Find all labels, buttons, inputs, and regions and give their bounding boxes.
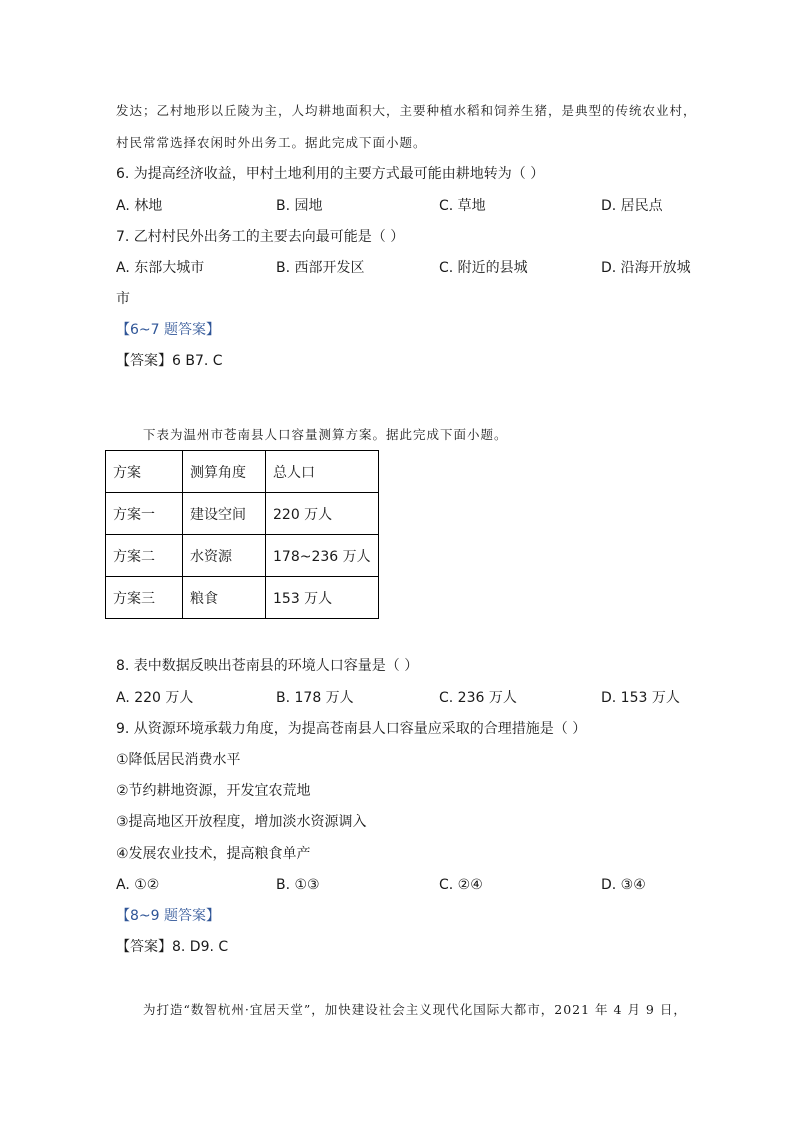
table-cell: 方案一 [106, 493, 183, 535]
question-9-option-a: A. ①② [116, 877, 160, 893]
table-header-cell: 方案 [106, 451, 183, 493]
table-row [106, 493, 379, 535]
passage-line-1: 发达；乙村地形以丘陵为主，人均耕地面积大，主要种植水稻和饲养生猪，是典型的传统农业村， [116, 103, 697, 118]
question-7-stem: 7. 乙村村民外出务工的主要去向最可能是（ ） [116, 229, 405, 245]
question-8-option-c: C. 236 万人 [439, 690, 517, 706]
answer-heading-6-7: 【6~7 题答案】 [116, 322, 220, 338]
answer-heading-8-9: 【8~9 题答案】 [116, 908, 220, 924]
answer-8-9: 【答案】8. D9. C [116, 939, 229, 955]
question-7-option-d: D. 沿海开放城 [601, 260, 691, 276]
passage-line-2: 村民常常选择农闲时外出务工。据此完成下面小题。 [116, 135, 427, 150]
question-8-option-b: B. 178 万人 [276, 690, 354, 706]
question-9-item-3: ③提高地区开放程度，增加淡水资源调入 [116, 814, 367, 830]
question-6-option-a: A. 林地 [116, 198, 163, 214]
question-9-item-1: ①降低居民消费水平 [116, 752, 241, 768]
question-9-stem: 9. 从资源环境承载力角度，为提高苍南县人口容量应采取的合理措施是（ ） [116, 721, 587, 737]
question-9-option-c: C. ②④ [439, 877, 483, 893]
table-row [106, 535, 379, 577]
question-8-stem: 8. 表中数据反映出苍南县的环境人口容量是（ ） [116, 658, 419, 674]
table-header-row [106, 451, 379, 493]
question-7-option-a: A. 东部大城市 [116, 260, 205, 276]
table-cell: 220 万人 [266, 493, 379, 535]
table-row [106, 577, 379, 619]
table-header-cell: 总人口 [266, 451, 379, 493]
question-6-option-c: C. 草地 [439, 198, 486, 214]
question-9-option-b: B. ①③ [276, 877, 320, 893]
table-cell: 粮食 [183, 577, 266, 619]
table-intro: 下表为温州市苍南县人口容量测算方案。据此完成下面小题。 [143, 427, 508, 442]
table-cell: 178~236 万人 [266, 535, 379, 577]
population-capacity-table [105, 450, 379, 619]
table-cell: 方案三 [106, 577, 183, 619]
table-header-cell: 测算角度 [183, 451, 266, 493]
question-7-option-c: C. 附近的县城 [439, 260, 528, 276]
question-7-option-d-wrap: 市 [116, 291, 130, 307]
question-6-stem: 6. 为提高经济收益，甲村土地利用的主要方式最可能由耕地转为（ ） [116, 166, 545, 182]
question-6-option-b: B. 园地 [276, 198, 323, 214]
question-6-option-d: D. 居民点 [601, 198, 663, 214]
question-7-option-b: B. 西部开发区 [276, 260, 365, 276]
question-9-item-2: ②节约耕地资源，开发宜农荒地 [116, 783, 311, 799]
answer-6-7: 【答案】6 B7. C [116, 353, 223, 369]
question-9-item-4: ④发展农业技术，提高粮食单产 [116, 846, 311, 862]
question-8-option-a: A. 220 万人 [116, 690, 194, 706]
question-8-option-d: D. 153 万人 [601, 690, 680, 706]
table-cell: 水资源 [183, 535, 266, 577]
table-cell: 建设空间 [183, 493, 266, 535]
question-9-option-d: D. ③④ [601, 877, 646, 893]
table-cell: 153 万人 [266, 577, 379, 619]
next-passage-line: 为打造“数智杭州·宜居天堂”，加快建设社会主义现代化国际大都市，2021 年 4 月 9 日， [143, 1002, 687, 1017]
table-cell: 方案二 [106, 535, 183, 577]
